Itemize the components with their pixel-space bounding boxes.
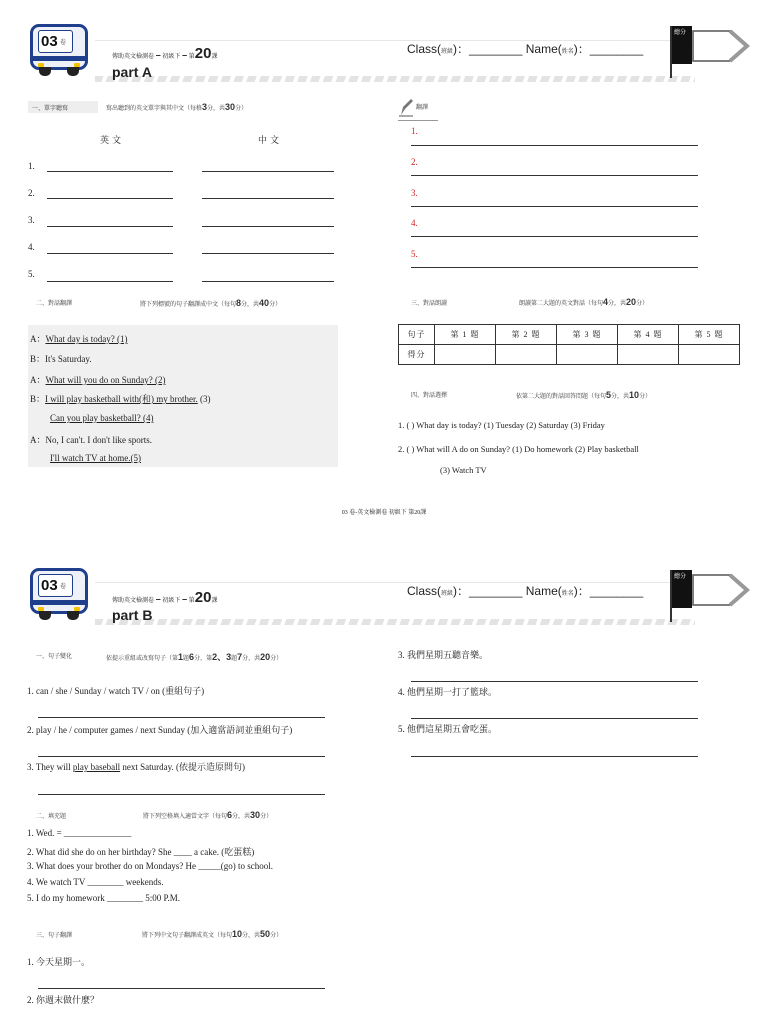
dialogue-line: Can you play basketball? (4) <box>50 413 154 423</box>
section-title: 三、對話朗讀 <box>411 301 448 307</box>
answer-line[interactable] <box>202 198 334 199</box>
section-title: 三、句子翻譯 <box>36 933 73 939</box>
answer-line[interactable] <box>411 236 698 237</box>
answer-line[interactable] <box>202 226 334 227</box>
score-table: 句子 第 1 題 第 2 題 第 3 題 第 4 題 第 5 題 得分 <box>398 324 740 365</box>
fill-item: 4. We watch TV ________ weekends. <box>27 877 164 887</box>
column-header-zh: 中文 <box>258 135 283 145</box>
answer-line[interactable] <box>38 988 325 989</box>
answer-line[interactable] <box>411 267 698 268</box>
page-footer: 03 卷-英文檢測卷 初級下 第20課 <box>341 510 427 516</box>
translation-item: 4. 他們星期一打了籃球。 <box>398 687 498 697</box>
translation-item: 2. 你週末做什麼？ <box>27 995 100 1005</box>
dialogue-line: I'll watch TV at home.(5) <box>50 453 142 463</box>
fill-item: 2. What did she do on her birthday? She ____ a cake. (吃蛋糕) <box>27 847 255 857</box>
fill-item: 5. I do my homework ________ 5:00 P.M. <box>27 893 180 903</box>
train-logo: 03 卷 <box>30 568 88 614</box>
class-field[interactable]: Class(班級)：________ Name(姓名)：________ <box>407 584 644 598</box>
answer-line[interactable] <box>47 253 173 254</box>
pencil-icon <box>398 97 414 117</box>
fill-item: 3. What does your brother do on Mondays? He _____(go) to school. <box>27 861 274 871</box>
answer-line[interactable] <box>47 171 173 172</box>
translation-item: 1. 今天星期一。 <box>27 957 91 967</box>
score-box: 總分 <box>672 26 692 64</box>
answer-line[interactable] <box>411 681 698 682</box>
answer-line[interactable] <box>411 175 698 176</box>
answer-line[interactable] <box>202 171 334 172</box>
question: 1. ( ) What day is today? (1) Tuesday (2) Saturday (3) Friday <box>398 420 605 430</box>
dialogue-line: B：It's Saturday. <box>30 354 92 364</box>
fill-item: 1. Wed. = _______________ <box>27 828 132 838</box>
section-title: 二、對話翻譯 <box>36 301 73 307</box>
question: 3. They will play baseball next Saturday. (依提示造原問句) <box>27 762 245 772</box>
dialogue-line: A：What will you do on Sunday? (2) <box>30 375 166 385</box>
score-box: 總分 <box>672 570 692 608</box>
train-logo: 03 卷 <box>30 24 88 70</box>
answer-line[interactable] <box>202 281 334 282</box>
answer-line[interactable] <box>411 145 698 146</box>
section-instructions: 將下列標號的句子翻譯成中文（每句8分，共40分） <box>140 298 282 308</box>
answer-line[interactable] <box>47 281 173 282</box>
class-field[interactable]: Class(班級)：________ Name(姓名)：________ <box>407 42 644 56</box>
dialogue-line: B：I will play basketball with(和) my brother. (3) <box>30 394 211 404</box>
section-instructions: 朗讀第二大題的英文對話（每句4分，共20分） <box>519 297 649 307</box>
column-header-en: 英文 <box>100 135 125 145</box>
dialogue-line: A：No, I can't. I don't like sports. <box>30 435 152 445</box>
dialogue-line: A：What day is today? (1) <box>30 334 128 344</box>
answer-line[interactable] <box>411 756 698 757</box>
question: 2. play / he / computer games / next Sunday (加入適當語詞並重組句子) <box>27 725 293 735</box>
section-instructions: 依第二大題的對話回答問題（每句5分，共10分） <box>516 390 652 400</box>
question: 2. ( ) What will A do on Sunday? (1) Do homework (2) Play basketball <box>398 444 639 454</box>
answer-line[interactable] <box>38 756 325 757</box>
section-title: 一、單字聽寫 <box>32 106 69 112</box>
translation-item: 3. 我們星期五聽音樂。 <box>398 650 489 660</box>
translation-item: 5. 他們這星期五會吃蛋。 <box>398 724 498 734</box>
header-subtitle: 傳助英文檢測卷 – 初級下 – 第20課 <box>112 589 218 606</box>
question: 1. can / she / Sunday / watch TV / on (重組句子) <box>27 686 205 696</box>
part-title: part B <box>112 607 153 623</box>
answer-line[interactable] <box>38 794 325 795</box>
arrow-sign-icon <box>692 572 752 608</box>
answer-line[interactable] <box>411 718 698 719</box>
section-title: 四、對話選擇 <box>411 393 448 399</box>
answer-line[interactable] <box>411 206 698 207</box>
question-cont: (3) Watch TV <box>440 465 487 475</box>
section-title: 一、句子變化 <box>36 654 73 660</box>
arrow-sign-icon <box>692 28 752 64</box>
section-title: 二、填充題 <box>36 814 67 820</box>
section-instructions: 依提示重組或改寫句子（第1題6分，第2、3題7分，共20分） <box>106 652 283 662</box>
header-subtitle: 傳助英文檢測卷 – 初級下 – 第20課 <box>112 45 218 62</box>
answer-line[interactable] <box>202 253 334 254</box>
answer-line[interactable] <box>47 198 173 199</box>
section-instructions: 將下列空格填入適當文字（每句6分，共30分） <box>143 810 273 820</box>
section-instructions: 寫出聽到的英文單字與其中文（每格3分，共30分） <box>106 102 248 112</box>
answer-line[interactable] <box>38 717 325 718</box>
part-title: part A <box>112 64 152 80</box>
section-instructions: 將下列中文句子翻譯成英文（每句10分，共50分） <box>142 929 283 939</box>
translation-label: 翻譯 <box>416 105 429 111</box>
answer-line[interactable] <box>47 226 173 227</box>
